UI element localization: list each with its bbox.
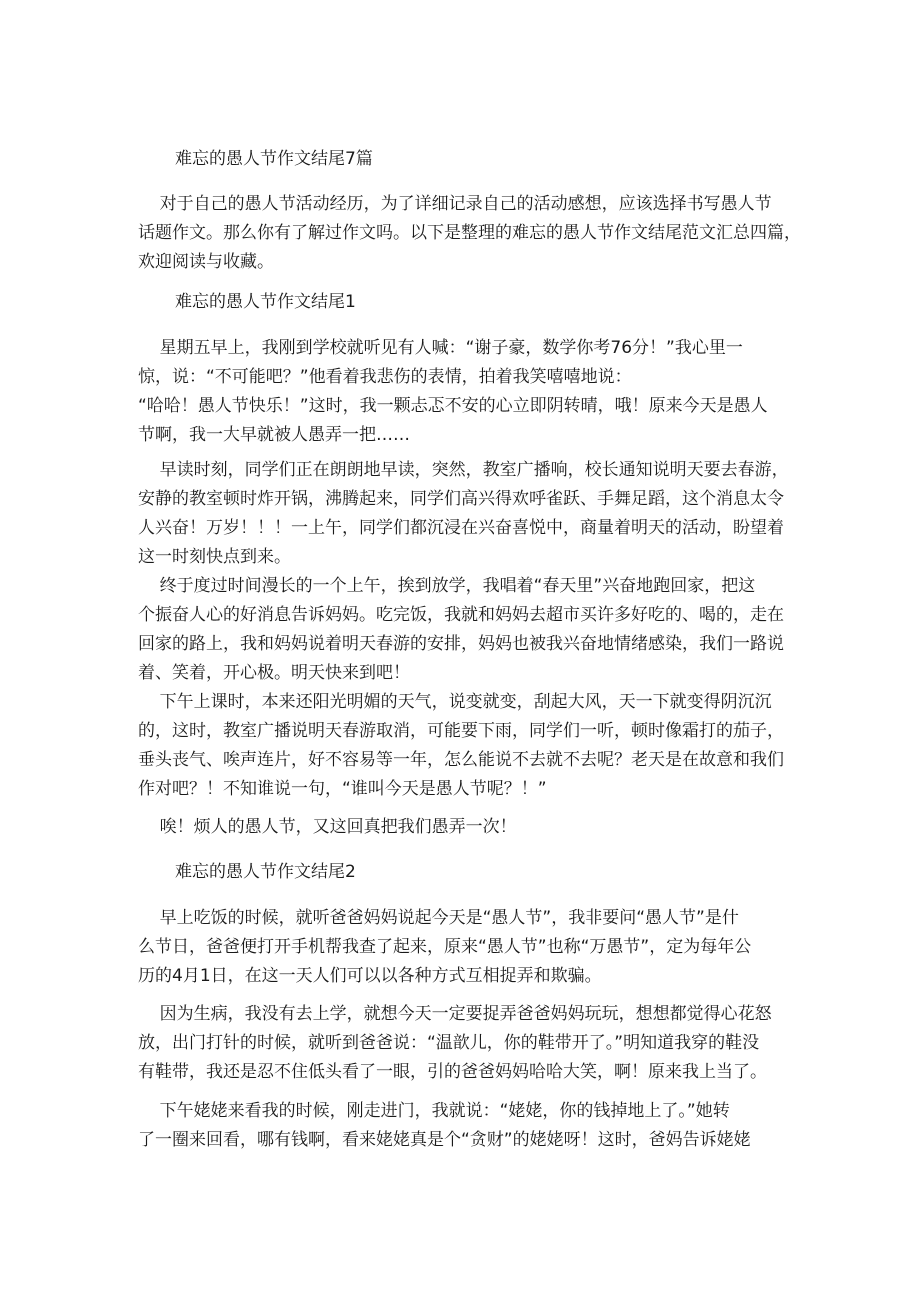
section-2-paragraph-1: 早上吃饭的时候，就听爸爸妈妈说起今天是“愚人节”，我非要问“愚人节”是什 么节日，爸爸便打开手机帮我查了起来，原来“愚人节”也称“万愚节”，定为每年公 历的4月1日，在这一天人们可以以各种方式互相捉弄和欺骗。 (138, 908, 752, 986)
section-1-heading: 难忘的愚人节作文结尾1 (175, 292, 356, 312)
section-1-paragraph-4: 下午上课时，本来还阳光明媚的天气，说变就变，刮起大风，天一下就变得阴沉沉 的，这时，教室广播说明天春游取消，可能要下雨，同学们一听，顿时像霜打的茄子， 垂头丧气、唉声连片，好不容易等一年，怎么能说不去就不去呢？老天是在故意和我们 作对吧？！不知谁说一句，“谁叫今天是愚人节呢？！” (138, 692, 784, 799)
section-1-paragraph-5: 唉！烦人的愚人节，又这回真把我们愚弄一次！ (138, 817, 517, 837)
section-2-paragraph-3: 下午姥姥来看我的时候，刚走进门，我就说：“姥姥，你的钱掉地上了。”她转 了一圈来回看，哪有钱啊，看来姥姥真是个“贪财”的姥姥呀！这时，爸妈告诉姥姥 (138, 1101, 751, 1150)
intro-paragraph: 对于自己的愚人节活动经历，为了详细记录自己的活动感想，应该选择书写愚人节 话题作文。那么你有了解过作文吗。以下是整理的难忘的愚人节作文结尾范文汇总四篇， 欢迎阅读与收藏。 (138, 194, 801, 272)
document-title: 难忘的愚人节作文结尾7篇 (175, 149, 373, 169)
section-1-paragraph-1: 星期五早上，我刚到学校就听见有人喊：“谢子豪，数学你考76分！”我心里一 惊，说：“不可能吧？”他看着我悲伤的表情，拍着我笑嘻嘻地说： “哈哈！愚人节快乐！”这时，我一颗忐忑不安的心立即阴转晴，哦！原来今天是愚人 节啊，我一大早就被人愚弄一把…… (138, 338, 768, 445)
section-1-paragraph-2: 早读时刻，同学们正在朗朗地早读，突然，教室广播响，校长通知说明天要去春游， 安静的教室顿时炸开锅，沸腾起来，同学们高兴得欢呼雀跃、手舞足蹈，这个消息太令 人兴奋！万岁！！！一上午，同学们都沉浸在兴奋喜悦中，商量着明天的活动，盼望着 这一时刻快点到来。 (138, 460, 789, 567)
section-2-paragraph-2: 因为生病，我没有去上学，就想今天一定要捉弄爸爸妈妈玩玩，想想都觉得心花怒 放，出门打针的时候，就听到爸爸说：“温歆儿，你的鞋带开了。”明知道我穿的鞋没 有鞋带，我还是忍不住低头看了一眼，引的爸爸妈妈哈哈大笑，啊！原来我上当了。 (138, 1004, 772, 1082)
section-2-heading: 难忘的愚人节作文结尾2 (175, 862, 356, 882)
section-1-paragraph-3: 终于度过时间漫长的一个上午，挨到放学，我唱着“春天里”兴奋地跑回家，把这 个振奋人心的好消息告诉妈妈。吃完饭，我就和妈妈去超市买许多好吃的、喝的，走在 回家的路上，我和妈妈说着明天春游的安排，妈妈也被我兴奋地情绪感染，我们一路说 着、笑着，开心极。明天快来到吧！ (138, 576, 784, 683)
